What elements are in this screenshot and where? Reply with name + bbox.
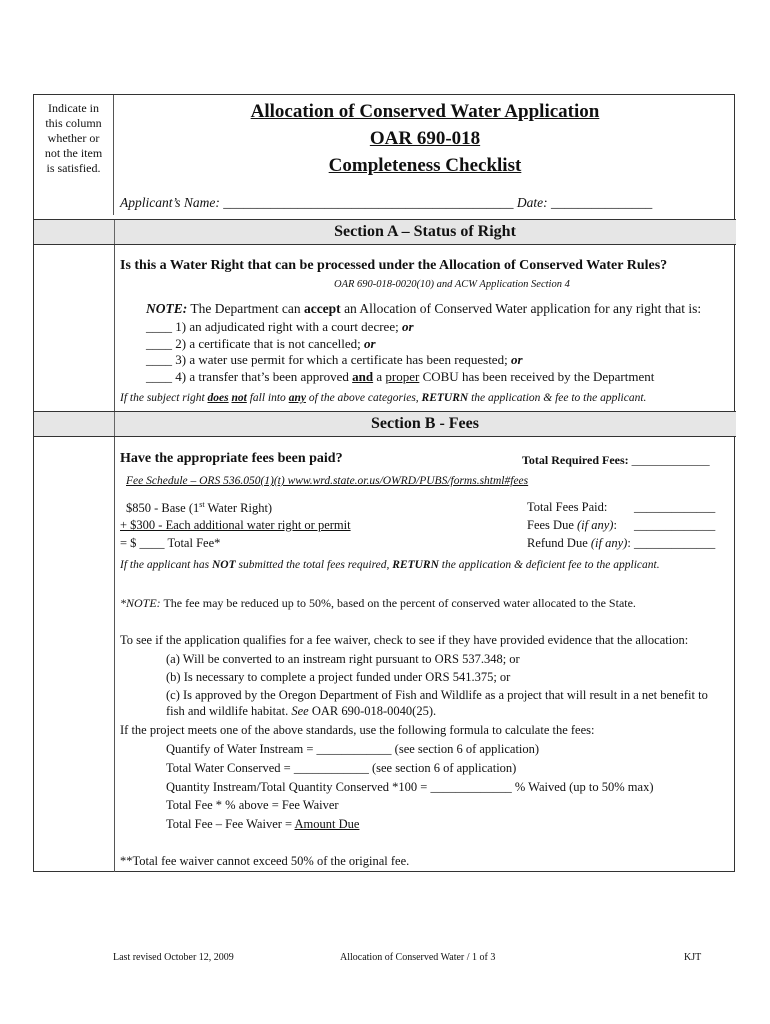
total-required-label: Total Required Fees: bbox=[522, 453, 629, 467]
fee-additional: + $300 - Each additional water right or permit bbox=[120, 518, 351, 532]
item-and: and bbox=[352, 369, 374, 384]
item-proper: proper bbox=[385, 369, 420, 384]
total-required-field[interactable]: _____________ bbox=[631, 453, 710, 467]
column-divider bbox=[114, 437, 115, 872]
section-a-return-note bbox=[120, 392, 646, 404]
date-field[interactable]: _______________ bbox=[551, 195, 653, 210]
waiver-criterion-c-cont bbox=[166, 704, 436, 719]
formula-line[interactable]: Total Water Conserved = ____________ (see section 6 of application) bbox=[166, 761, 517, 775]
return-text: If the subject right bbox=[120, 392, 208, 404]
section-b-header bbox=[34, 411, 736, 437]
footer-page: Allocation of Conserved Water / 1 of 3 bbox=[340, 952, 496, 963]
applicant-row bbox=[120, 195, 652, 211]
indicate-note-line: is satisfied. bbox=[46, 161, 101, 175]
item-blank[interactable]: ____ 1) bbox=[146, 319, 187, 334]
checklist-form bbox=[33, 94, 735, 872]
applicant-name-label: Applicant’s Name: bbox=[120, 195, 220, 210]
waiver-see: See bbox=[291, 704, 309, 718]
return-text: fall into bbox=[246, 392, 289, 404]
return-any: any bbox=[288, 392, 306, 404]
item-text: an adjudicated right with a court decree; bbox=[189, 319, 399, 334]
item-text: a water use permit for which a certificate has been requested; bbox=[189, 352, 508, 367]
return-text: the application & deficient fee to the applicant. bbox=[438, 559, 660, 571]
waiver-cap-note: **Total fee waiver cannot exceed 50% of the original fee. bbox=[120, 854, 410, 868]
return-text: submitted the total fees required, bbox=[235, 559, 393, 571]
paid-label: Total Fees Paid: bbox=[527, 500, 608, 514]
return-text: the application & fee to the applicant. bbox=[468, 392, 647, 404]
item-text: a transfer that’s been approved bbox=[189, 369, 349, 384]
due-paren: (if any) bbox=[577, 518, 614, 532]
item-blank[interactable]: ____ 3) bbox=[146, 352, 187, 367]
formula-line bbox=[166, 817, 359, 832]
column-divider bbox=[114, 245, 115, 411]
fee-base bbox=[126, 500, 272, 516]
formula-line[interactable]: Quantify of Water Instream = ____________ (see section 6 of application) bbox=[166, 742, 540, 756]
item-or: or bbox=[510, 352, 523, 367]
applicant-name-field[interactable]: ___________________________________________ bbox=[223, 195, 514, 210]
section-a-heading: Section A – Status of Right bbox=[334, 223, 516, 240]
fee-base-text: Water Right) bbox=[204, 501, 273, 516]
item-blank[interactable]: ____ 2) bbox=[146, 336, 187, 351]
formula-line: Total Fee * % above = Fee Waiver bbox=[166, 798, 339, 812]
section-a-reference: OAR 690-018-0020(10) and ACW Application Section 4 bbox=[334, 279, 570, 290]
item-text: a certificate that is not cancelled; bbox=[189, 336, 361, 351]
refund-field[interactable]: _____________ bbox=[634, 536, 716, 550]
fee-schedule-link[interactable]: Fee Schedule – ORS 536.050(1)(t) www.wrd.state.or.us/OWRD/PUBS/forms.shtml#fees bbox=[126, 475, 529, 487]
due-field[interactable]: _____________ bbox=[634, 518, 716, 532]
waiver-intro: To see if the application qualifies for a fee waiver, check to see if they have provided evidence that the allocation: bbox=[120, 633, 689, 647]
form-rule: OAR 690-018 bbox=[369, 128, 481, 149]
footer-initials: KJT bbox=[684, 952, 702, 963]
waiver-criterion-b: (b) Is necessary to complete a project funded under ORS 541.375; or bbox=[166, 670, 511, 684]
right-type-item[interactable] bbox=[146, 319, 414, 335]
section-a-header bbox=[34, 219, 736, 245]
total-fees-paid bbox=[527, 500, 607, 515]
section-b-question: Have the appropriate fees been paid? bbox=[120, 451, 343, 466]
paid-field[interactable]: _____________ bbox=[634, 500, 716, 514]
formula-intro: If the project meets one of the above standards, use the following formula to calculate the fees: bbox=[120, 723, 595, 737]
section-a-check-cell[interactable] bbox=[34, 245, 114, 411]
note-text-rest: an Allocation of Conserved Water application for any right that is: bbox=[340, 301, 702, 316]
amount-due: Amount Due bbox=[294, 817, 360, 831]
fees-due: Fees Due (if any): bbox=[527, 518, 617, 532]
return-not: NOT bbox=[212, 559, 236, 571]
item-a: a bbox=[376, 369, 383, 384]
return-does: does bbox=[207, 392, 229, 404]
form-subtitle: Completeness Checklist bbox=[328, 155, 522, 176]
waiver-text: fish and wildlife habitat. bbox=[166, 704, 292, 718]
formula-text: Total Fee – Fee Waiver = bbox=[166, 817, 295, 831]
return-keyword: RETURN bbox=[421, 392, 469, 404]
indicate-note-line: Indicate in bbox=[48, 101, 99, 115]
note-label: *NOTE: bbox=[120, 596, 161, 610]
indicate-note-line: whether or bbox=[47, 131, 100, 145]
fee-base-text: $850 - Base (1 bbox=[126, 501, 200, 516]
section-b-heading: Section B - Fees bbox=[371, 415, 479, 432]
refund-paren: (if any) bbox=[590, 536, 628, 550]
indicate-column-note bbox=[34, 95, 114, 215]
waiver-criterion-a: (a) Will be converted to an instream right pursuant to ORS 537.348; or bbox=[166, 652, 520, 666]
note-accept: accept bbox=[303, 301, 341, 316]
fee-reduction-note bbox=[120, 596, 636, 611]
waiver-criterion-c: (c) Is approved by the Oregon Department of Fish and Wildlife as a project that will result in a net benefit to bbox=[166, 688, 708, 702]
return-keyword: RETURN bbox=[392, 559, 439, 571]
refund-due: Refund Due (if any): bbox=[527, 536, 631, 550]
right-type-item[interactable] bbox=[146, 336, 376, 352]
item-rest: COBU has been received by the Department bbox=[422, 369, 655, 384]
right-type-item[interactable] bbox=[146, 352, 523, 368]
right-type-item[interactable] bbox=[146, 369, 654, 385]
due-label: Fees Due bbox=[527, 518, 574, 532]
waiver-text: OAR 690-018-0040(25). bbox=[308, 704, 437, 718]
formula-line[interactable]: Quantity Instream/Total Quantity Conserved *100 = _____________ % Waived (up to 50% max) bbox=[166, 780, 654, 794]
fee-total[interactable]: = $ ____ Total Fee* bbox=[120, 536, 221, 550]
note-text: The Department can bbox=[187, 301, 304, 316]
date-label: Date: bbox=[516, 195, 548, 210]
item-or: or bbox=[401, 319, 414, 334]
fee-base-sup: st bbox=[199, 500, 205, 509]
return-text: of the above categories, bbox=[305, 392, 422, 404]
section-a-note bbox=[146, 301, 701, 317]
section-a-question: Is this a Water Right that can be processed under the Allocation of Conserved Water Rules? bbox=[120, 258, 668, 273]
return-not: not bbox=[231, 392, 247, 404]
note-text: The fee may be reduced up to 50%, based on the percent of conserved water allocated to the State. bbox=[160, 596, 636, 610]
form-title: Allocation of Conserved Water Application bbox=[250, 101, 600, 122]
return-text: If the applicant has bbox=[120, 559, 212, 571]
refund-label: Refund Due bbox=[527, 536, 588, 550]
total-required-fees bbox=[522, 453, 710, 468]
section-b-check-cell[interactable] bbox=[34, 437, 114, 872]
item-blank[interactable]: ____ 4) bbox=[146, 369, 187, 384]
indicate-note-line: not the item bbox=[44, 146, 103, 160]
footer-revised: Last revised October 12, 2009 bbox=[113, 952, 234, 963]
section-b-return-note bbox=[120, 559, 660, 571]
section-b-header-cell bbox=[34, 412, 115, 436]
item-or: or bbox=[364, 336, 376, 351]
note-label: NOTE: bbox=[146, 301, 188, 316]
section-a-header-cell bbox=[34, 220, 115, 244]
indicate-note-line: this column bbox=[45, 116, 102, 130]
